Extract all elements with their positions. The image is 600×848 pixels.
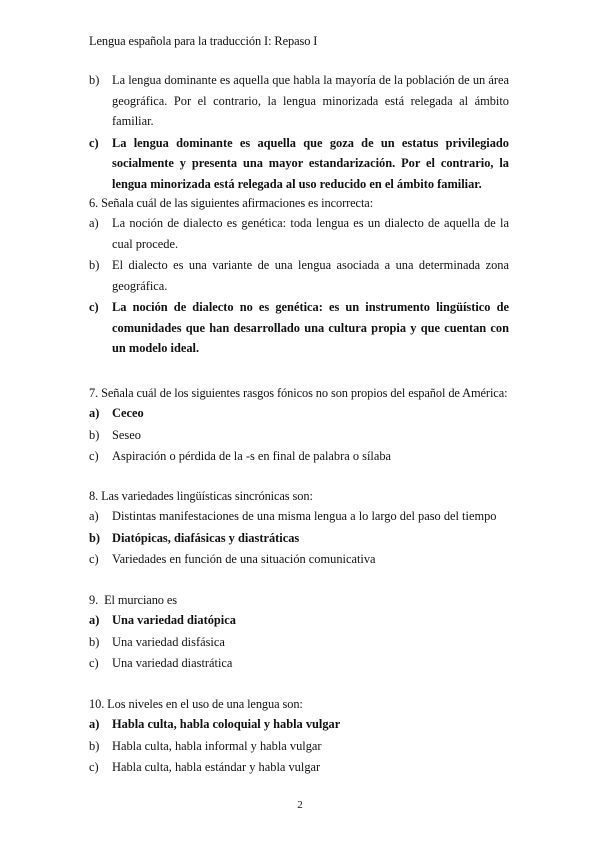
option-text: Variedades en función de una situación comunicativa	[112, 552, 376, 566]
option-10b	[89, 736, 509, 757]
option-9a	[89, 610, 509, 631]
option-text: Ceceo	[112, 406, 144, 420]
option-text: Una variedad diastrática	[112, 656, 233, 670]
question-9	[89, 590, 509, 674]
option-text: La lengua dominante es aquella que goza de un estatus privilegiado socialmente y presenta una mayor estandarización. Por el contrario, la lengua minorizada está relegada al uso reducido en el ámbito familiar.	[112, 135, 509, 191]
option-8b	[89, 528, 509, 549]
option-10c	[89, 757, 509, 778]
option-text: Habla culta, habla coloquial y habla vulgar	[112, 717, 341, 731]
question-8	[89, 486, 509, 570]
option-10a	[89, 714, 509, 735]
option-text: Distintas manifestaciones de una misma lengua a lo largo del paso del tiempo	[112, 509, 497, 523]
option-7c	[89, 446, 509, 467]
option-6a	[89, 213, 509, 254]
option-8c	[89, 549, 509, 570]
question-text: 8. Las variedades lingüísticas sincrónicas son:	[89, 489, 313, 503]
option-letter: b)	[89, 738, 100, 753]
option-7b	[89, 425, 509, 446]
option-letter: a)	[89, 509, 99, 523]
option-9b	[89, 632, 509, 653]
option-letter: c)	[89, 552, 99, 566]
question-text: 6. Señala cuál de las siguientes afirmaciones es incorrecta:	[89, 196, 374, 210]
option-6b	[89, 255, 509, 296]
option-text: Seseo	[112, 427, 141, 442]
option-7a	[89, 403, 509, 424]
option-letter: b)	[89, 634, 100, 649]
option-letter: b)	[89, 258, 100, 272]
option-text: El dialecto es una variante de una lengua asociada a una determinada zona geográfica.	[112, 258, 509, 293]
option-letter: b)	[89, 530, 101, 545]
option-letter: a)	[89, 406, 100, 420]
option-letter: c)	[89, 449, 99, 463]
option-text: La noción de dialecto no es genética: es un instrumento lingüístico de comunidades que han desarrollado una cultura propia y que cuentan con un modelo ideal.	[112, 300, 509, 355]
option-letter: a)	[89, 216, 99, 230]
option-text: Habla culta, habla estándar y habla vulgar	[112, 760, 321, 774]
option-letter: c)	[89, 760, 99, 774]
option-letter: c)	[89, 135, 99, 150]
option-letter: a)	[89, 613, 100, 627]
question-10	[89, 694, 509, 778]
option-letter: b)	[89, 73, 100, 87]
option-text: La lengua dominante es aquella que habla la mayoría de la población de un área geográfica. Por el contrario, la lengua minorizada está relegada al ámbito familiar.	[112, 73, 509, 128]
question-text: 7. Señala cuál de los siguientes rasgos fónicos no son propios del español de América:	[89, 386, 508, 400]
question-6	[89, 193, 509, 359]
option-letter: b)	[89, 427, 100, 442]
option-text: Una variedad disfásica	[112, 634, 225, 649]
question-7	[89, 383, 509, 467]
question-text: 10. Los niveles en el uso de una lengua son:	[89, 697, 303, 711]
question-5-continuation	[89, 70, 509, 194]
option-5c	[89, 133, 509, 195]
option-text: Aspiración o pérdida de la -s en final de palabra o sílaba	[112, 449, 392, 463]
option-letter: a)	[89, 717, 100, 731]
page-number: 2	[297, 799, 303, 811]
option-text: Una variedad diatópica	[112, 613, 236, 627]
page-header: Lengua española para la traducción I: Repaso I	[89, 34, 318, 48]
question-text: 9. El murciano es	[89, 593, 178, 607]
option-8a	[89, 506, 509, 527]
option-text: Habla culta, habla informal y habla vulgar	[112, 738, 322, 753]
option-9c	[89, 653, 509, 674]
option-text: Diatópicas, diafásicas y diastráticas	[112, 530, 300, 545]
option-6c	[89, 297, 509, 359]
option-5b	[89, 70, 509, 132]
option-text: La noción de dialecto es genética: toda lengua es un dialecto de aquella de la cual procede.	[112, 216, 509, 251]
option-letter: c)	[89, 656, 99, 670]
option-letter: c)	[89, 300, 99, 314]
